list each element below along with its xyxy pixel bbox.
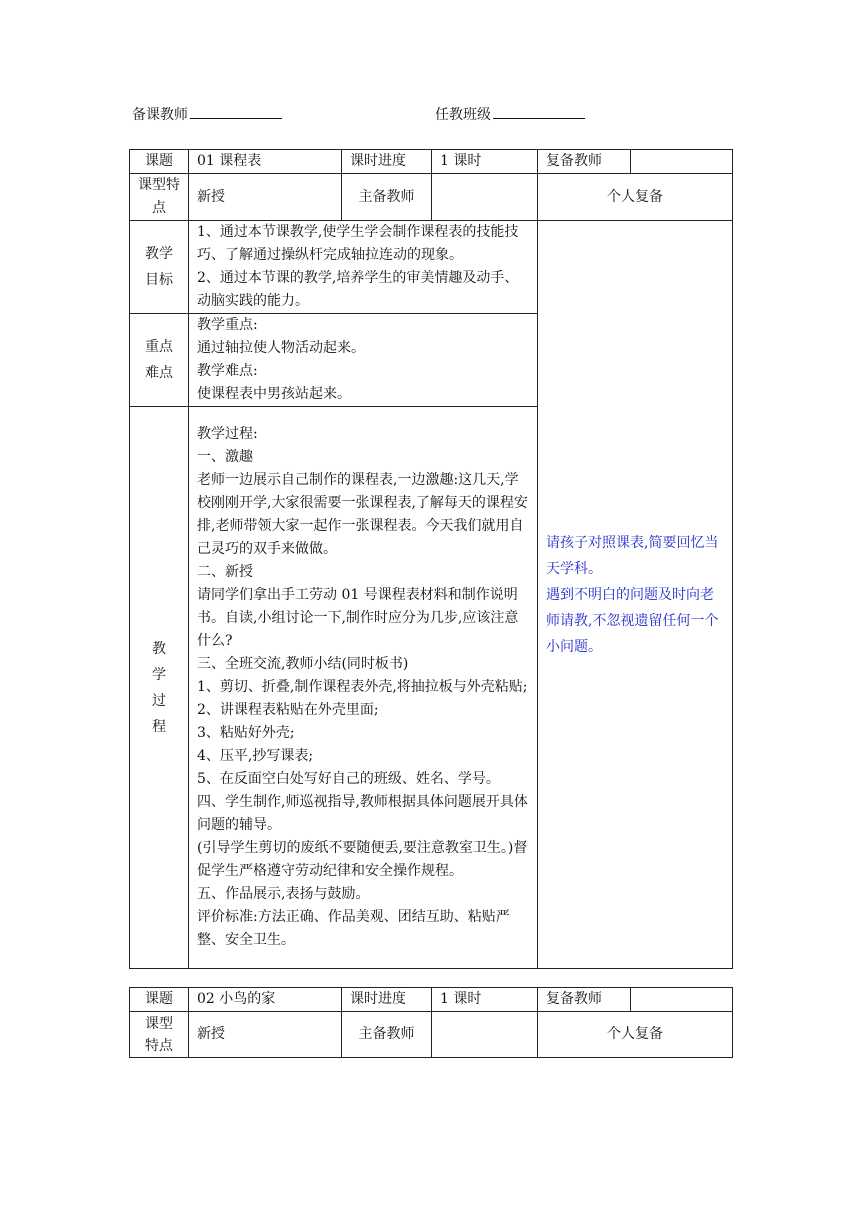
goals-label-text: 教学目标: [145, 246, 173, 288]
progress-value: 1 课时: [432, 988, 538, 1012]
class-label: 任教班级: [435, 107, 491, 123]
topic-value: 01 课程表: [189, 150, 342, 174]
lesson-table-1: [129, 149, 733, 969]
personal-review-label: 个人复备: [538, 174, 733, 221]
review-teacher-value[interactable]: [631, 988, 733, 1012]
goal-item: 2、通过本节课的教学,培养学生的审美情趣及动手、动脑实践的能力。: [197, 270, 519, 309]
process-step: 1、剪切、折叠,制作课程表外壳,将抽拉板与外壳粘贴;: [197, 679, 528, 695]
topic-label: 课题: [130, 988, 189, 1012]
type-label-text: 课型特点: [145, 1015, 173, 1054]
process-step: 一、激趣: [197, 449, 253, 465]
main-teacher-value[interactable]: [432, 1012, 538, 1058]
type-value: 新授: [189, 1012, 342, 1058]
personal-review-label: 个人复备: [538, 1012, 733, 1058]
process-step: 教学过程:: [197, 426, 258, 442]
review-teacher-label: 复备教师: [538, 988, 631, 1012]
process-step: 四、学生制作,师巡视指导,教师根据具体问题展开具体问题的辅导。: [197, 794, 528, 833]
topic-row: [130, 150, 733, 174]
process-step: 4、压平,抄写课表;: [197, 748, 314, 764]
process-step: 2、讲课程表粘贴在外壳里面;: [197, 702, 379, 718]
goals-row: [130, 221, 733, 314]
process-step: 请同学们拿出手工劳动 01 号课程表材料和制作说明书。自读,小组讨论一下,制作时应分为几步,应该注意什么?: [197, 587, 519, 649]
key-point: 使课程表中男孩站起来。: [197, 386, 351, 402]
goals-content: [189, 221, 538, 314]
progress-label: 课时进度: [342, 988, 432, 1012]
main-teacher-label: 主备教师: [342, 174, 432, 221]
process-label: [130, 407, 189, 969]
process-step: (引导学生剪切的废纸不要随便丢,要注意教室卫生。)督促学生严格遵守劳动纪律和安全操作规程。: [197, 840, 528, 879]
goals-label: [130, 221, 189, 314]
review-teacher-value[interactable]: [631, 150, 733, 174]
review-note: 遇到不明白的问题及时向老师请教,不忽视遗留任何一个小问题。: [546, 586, 719, 655]
key-point: 教学重点:: [197, 317, 258, 333]
key-label: [130, 314, 189, 407]
class-field: [435, 104, 585, 124]
goal-item: 1、通过本节课教学,使学生学会制作课程表的技能技巧、了解通过操纵杆完成轴拉连动的现象。: [197, 224, 519, 263]
prep-teacher-blank[interactable]: [190, 104, 282, 119]
class-blank[interactable]: [493, 104, 585, 119]
lesson-table-2: [129, 987, 733, 1058]
key-point: 教学难点:: [197, 363, 258, 379]
prep-teacher-field: [132, 104, 282, 124]
topic-value: 02 小鸟的家: [189, 988, 342, 1012]
process-content: [189, 407, 538, 969]
main-teacher-value[interactable]: [432, 174, 538, 221]
key-label-text: 重点难点: [145, 339, 173, 381]
type-row: [130, 1012, 733, 1058]
document-header: [132, 104, 732, 126]
type-row: [130, 174, 733, 221]
review-notes-cell: [538, 221, 733, 969]
process-label-text: 教学过程: [152, 640, 166, 735]
topic-row: [130, 988, 733, 1012]
type-label: [130, 1012, 189, 1058]
key-points-content: [189, 314, 538, 407]
type-value: 新授: [189, 174, 342, 221]
key-point: 通过轴拉使人物活动起来。: [197, 340, 365, 356]
progress-value: 1 课时: [432, 150, 538, 174]
review-teacher-label: 复备教师: [538, 150, 631, 174]
process-step: 3、粘贴好外壳;: [197, 725, 295, 741]
type-label: 课型特点: [130, 174, 189, 221]
process-step: 五、作品展示,表扬与鼓励。: [197, 886, 370, 902]
process-step: 5、在反面空白处写好自己的班级、姓名、学号。: [197, 771, 500, 787]
process-step: 老师一边展示自己制作的课程表,一边激趣:这几天,学校刚刚开学,大家很需要一张课程表,了解每天的课程安排,老师带领大家一起作一张课程表。今天我们就用自己灵巧的双手来做做。: [197, 472, 528, 557]
topic-label: 课题: [130, 150, 189, 174]
main-teacher-label: 主备教师: [342, 1012, 432, 1058]
prep-teacher-label: 备课教师: [132, 107, 188, 123]
process-step: 三、全班交流,教师小结(同时板书): [197, 656, 409, 672]
review-note: 请孩子对照课表,简要回忆当天学科。: [546, 534, 719, 577]
process-step: 评价标准:方法正确、作品美观、团结互助、粘贴严整、安全卫生。: [197, 909, 510, 948]
progress-label: 课时进度: [342, 150, 432, 174]
process-step: 二、新授: [197, 564, 253, 580]
